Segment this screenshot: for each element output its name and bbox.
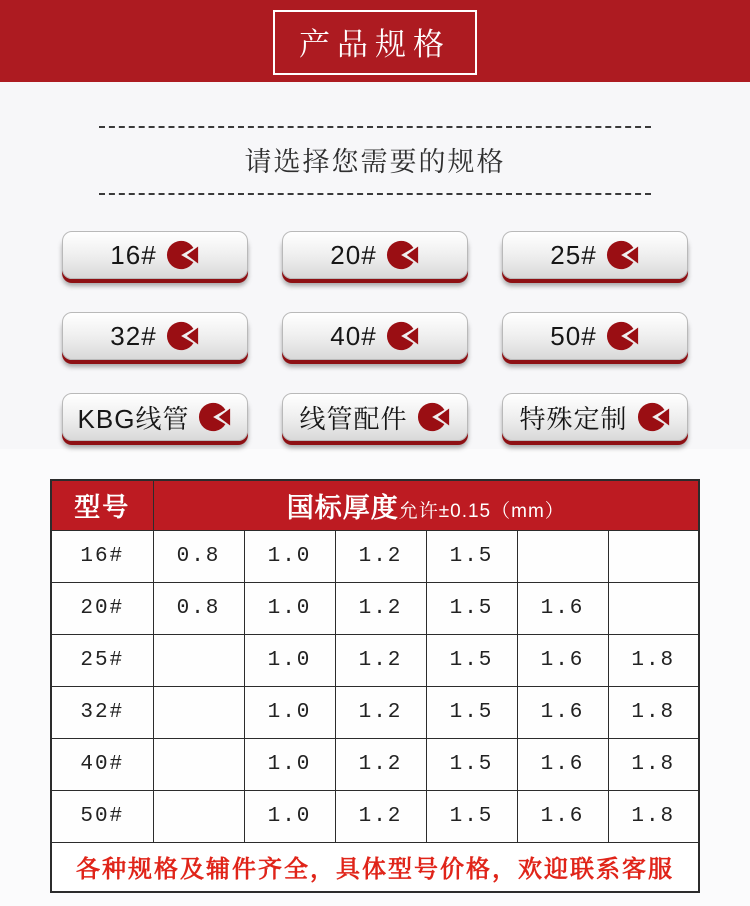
- thickness-cell: [608, 530, 699, 582]
- spec-button-label: 40#: [330, 320, 377, 351]
- model-cell: 16#: [51, 530, 153, 582]
- click-pie-icon: [386, 319, 420, 353]
- thickness-cell: 1.8: [608, 738, 699, 790]
- thickness-cell: 1.6: [517, 582, 608, 634]
- spec-button-grid: [62, 231, 688, 449]
- thickness-cell: [153, 738, 244, 790]
- spec-button-40[interactable]: [282, 312, 468, 360]
- thickness-cell: 1.6: [517, 634, 608, 686]
- click-pie-icon: [198, 400, 232, 434]
- spec-button-label: 25#: [550, 239, 597, 270]
- table-row: [51, 634, 699, 686]
- thickness-cell: 1.8: [608, 790, 699, 842]
- spec-button-label: 32#: [110, 320, 157, 351]
- thickness-cell: 1.5: [426, 582, 517, 634]
- thickness-cell: 1.8: [608, 686, 699, 738]
- thickness-cell: 1.5: [426, 530, 517, 582]
- spec-button-label: KBG线管: [77, 403, 190, 434]
- model-cell: 32#: [51, 686, 153, 738]
- table-header-row: [51, 480, 699, 530]
- spec-button-tube-fittings[interactable]: [282, 393, 468, 441]
- thickness-spec-table: [50, 479, 700, 893]
- spec-button-kbg-tube[interactable]: [62, 393, 248, 441]
- thickness-cell: 1.5: [426, 686, 517, 738]
- table-row: [51, 530, 699, 582]
- table-row: [51, 582, 699, 634]
- table-row: [51, 790, 699, 842]
- dashed-divider-bottom: [99, 193, 651, 195]
- model-cell: 50#: [51, 790, 153, 842]
- click-pie-icon: [166, 319, 200, 353]
- thickness-cell: 0.8: [153, 530, 244, 582]
- spec-button-label: 20#: [330, 239, 377, 270]
- click-pie-icon: [606, 319, 640, 353]
- spec-button-custom[interactable]: [502, 393, 688, 441]
- thickness-title: 国标厚度: [286, 492, 399, 523]
- thickness-cell: 1.0: [244, 790, 335, 842]
- thickness-cell: 1.0: [244, 738, 335, 790]
- thickness-column-header: [153, 480, 699, 530]
- thickness-cell: 1.6: [517, 790, 608, 842]
- spec-button-label: 特殊定制: [519, 403, 628, 434]
- click-pie-icon: [166, 238, 200, 272]
- spec-table-section: [0, 449, 750, 893]
- thickness-cell: [608, 582, 699, 634]
- thickness-cell: 1.2: [335, 686, 426, 738]
- spec-button-label: 50#: [550, 320, 597, 351]
- spec-button-25[interactable]: [502, 231, 688, 279]
- table-row: [51, 686, 699, 738]
- click-pie-icon: [637, 400, 671, 434]
- model-column-header: 型号: [51, 480, 153, 530]
- thickness-cell: 1.6: [517, 738, 608, 790]
- model-cell: 25#: [51, 634, 153, 686]
- thickness-cell: 1.0: [244, 634, 335, 686]
- table-footer-row: [51, 842, 699, 892]
- thickness-cell: 1.5: [426, 790, 517, 842]
- model-cell: 20#: [51, 582, 153, 634]
- table-row: [51, 738, 699, 790]
- thickness-cell: 1.0: [244, 582, 335, 634]
- table-footer-note: 各种规格及辅件齐全，具体型号价格，欢迎联系客服: [51, 842, 699, 892]
- spec-button-32[interactable]: [62, 312, 248, 360]
- click-pie-icon: [386, 238, 420, 272]
- spec-button-label: 线管配件: [299, 403, 408, 434]
- thickness-cell: 1.2: [335, 738, 426, 790]
- banner-title-box: [273, 10, 477, 75]
- thickness-cell: 1.2: [335, 634, 426, 686]
- thickness-cell: 1.2: [335, 790, 426, 842]
- thickness-cell: [517, 530, 608, 582]
- top-banner: [0, 0, 750, 82]
- thickness-cell: 1.2: [335, 530, 426, 582]
- heading-block: [99, 126, 651, 195]
- thickness-cell: 1.6: [517, 686, 608, 738]
- spec-button-label: 16#: [110, 239, 157, 270]
- spec-selector-section: [0, 82, 750, 449]
- thickness-tolerance: 允许±0.15（mm）: [398, 500, 565, 522]
- thickness-cell: 1.5: [426, 738, 517, 790]
- thickness-cell: 1.0: [244, 530, 335, 582]
- select-spec-heading: 请选择您需要的规格: [244, 147, 506, 177]
- spec-button-20[interactable]: [282, 231, 468, 279]
- page-title: 产品规格: [299, 26, 451, 62]
- thickness-cell: 1.8: [608, 634, 699, 686]
- click-pie-icon: [417, 400, 451, 434]
- thickness-cell: 1.5: [426, 634, 517, 686]
- spec-button-16[interactable]: [62, 231, 248, 279]
- thickness-cell: [153, 790, 244, 842]
- thickness-cell: [153, 686, 244, 738]
- click-pie-icon: [606, 238, 640, 272]
- thickness-cell: 0.8: [153, 582, 244, 634]
- thickness-cell: [153, 634, 244, 686]
- thickness-cell: 1.2: [335, 582, 426, 634]
- thickness-cell: 1.0: [244, 686, 335, 738]
- model-cell: 40#: [51, 738, 153, 790]
- spec-button-50[interactable]: [502, 312, 688, 360]
